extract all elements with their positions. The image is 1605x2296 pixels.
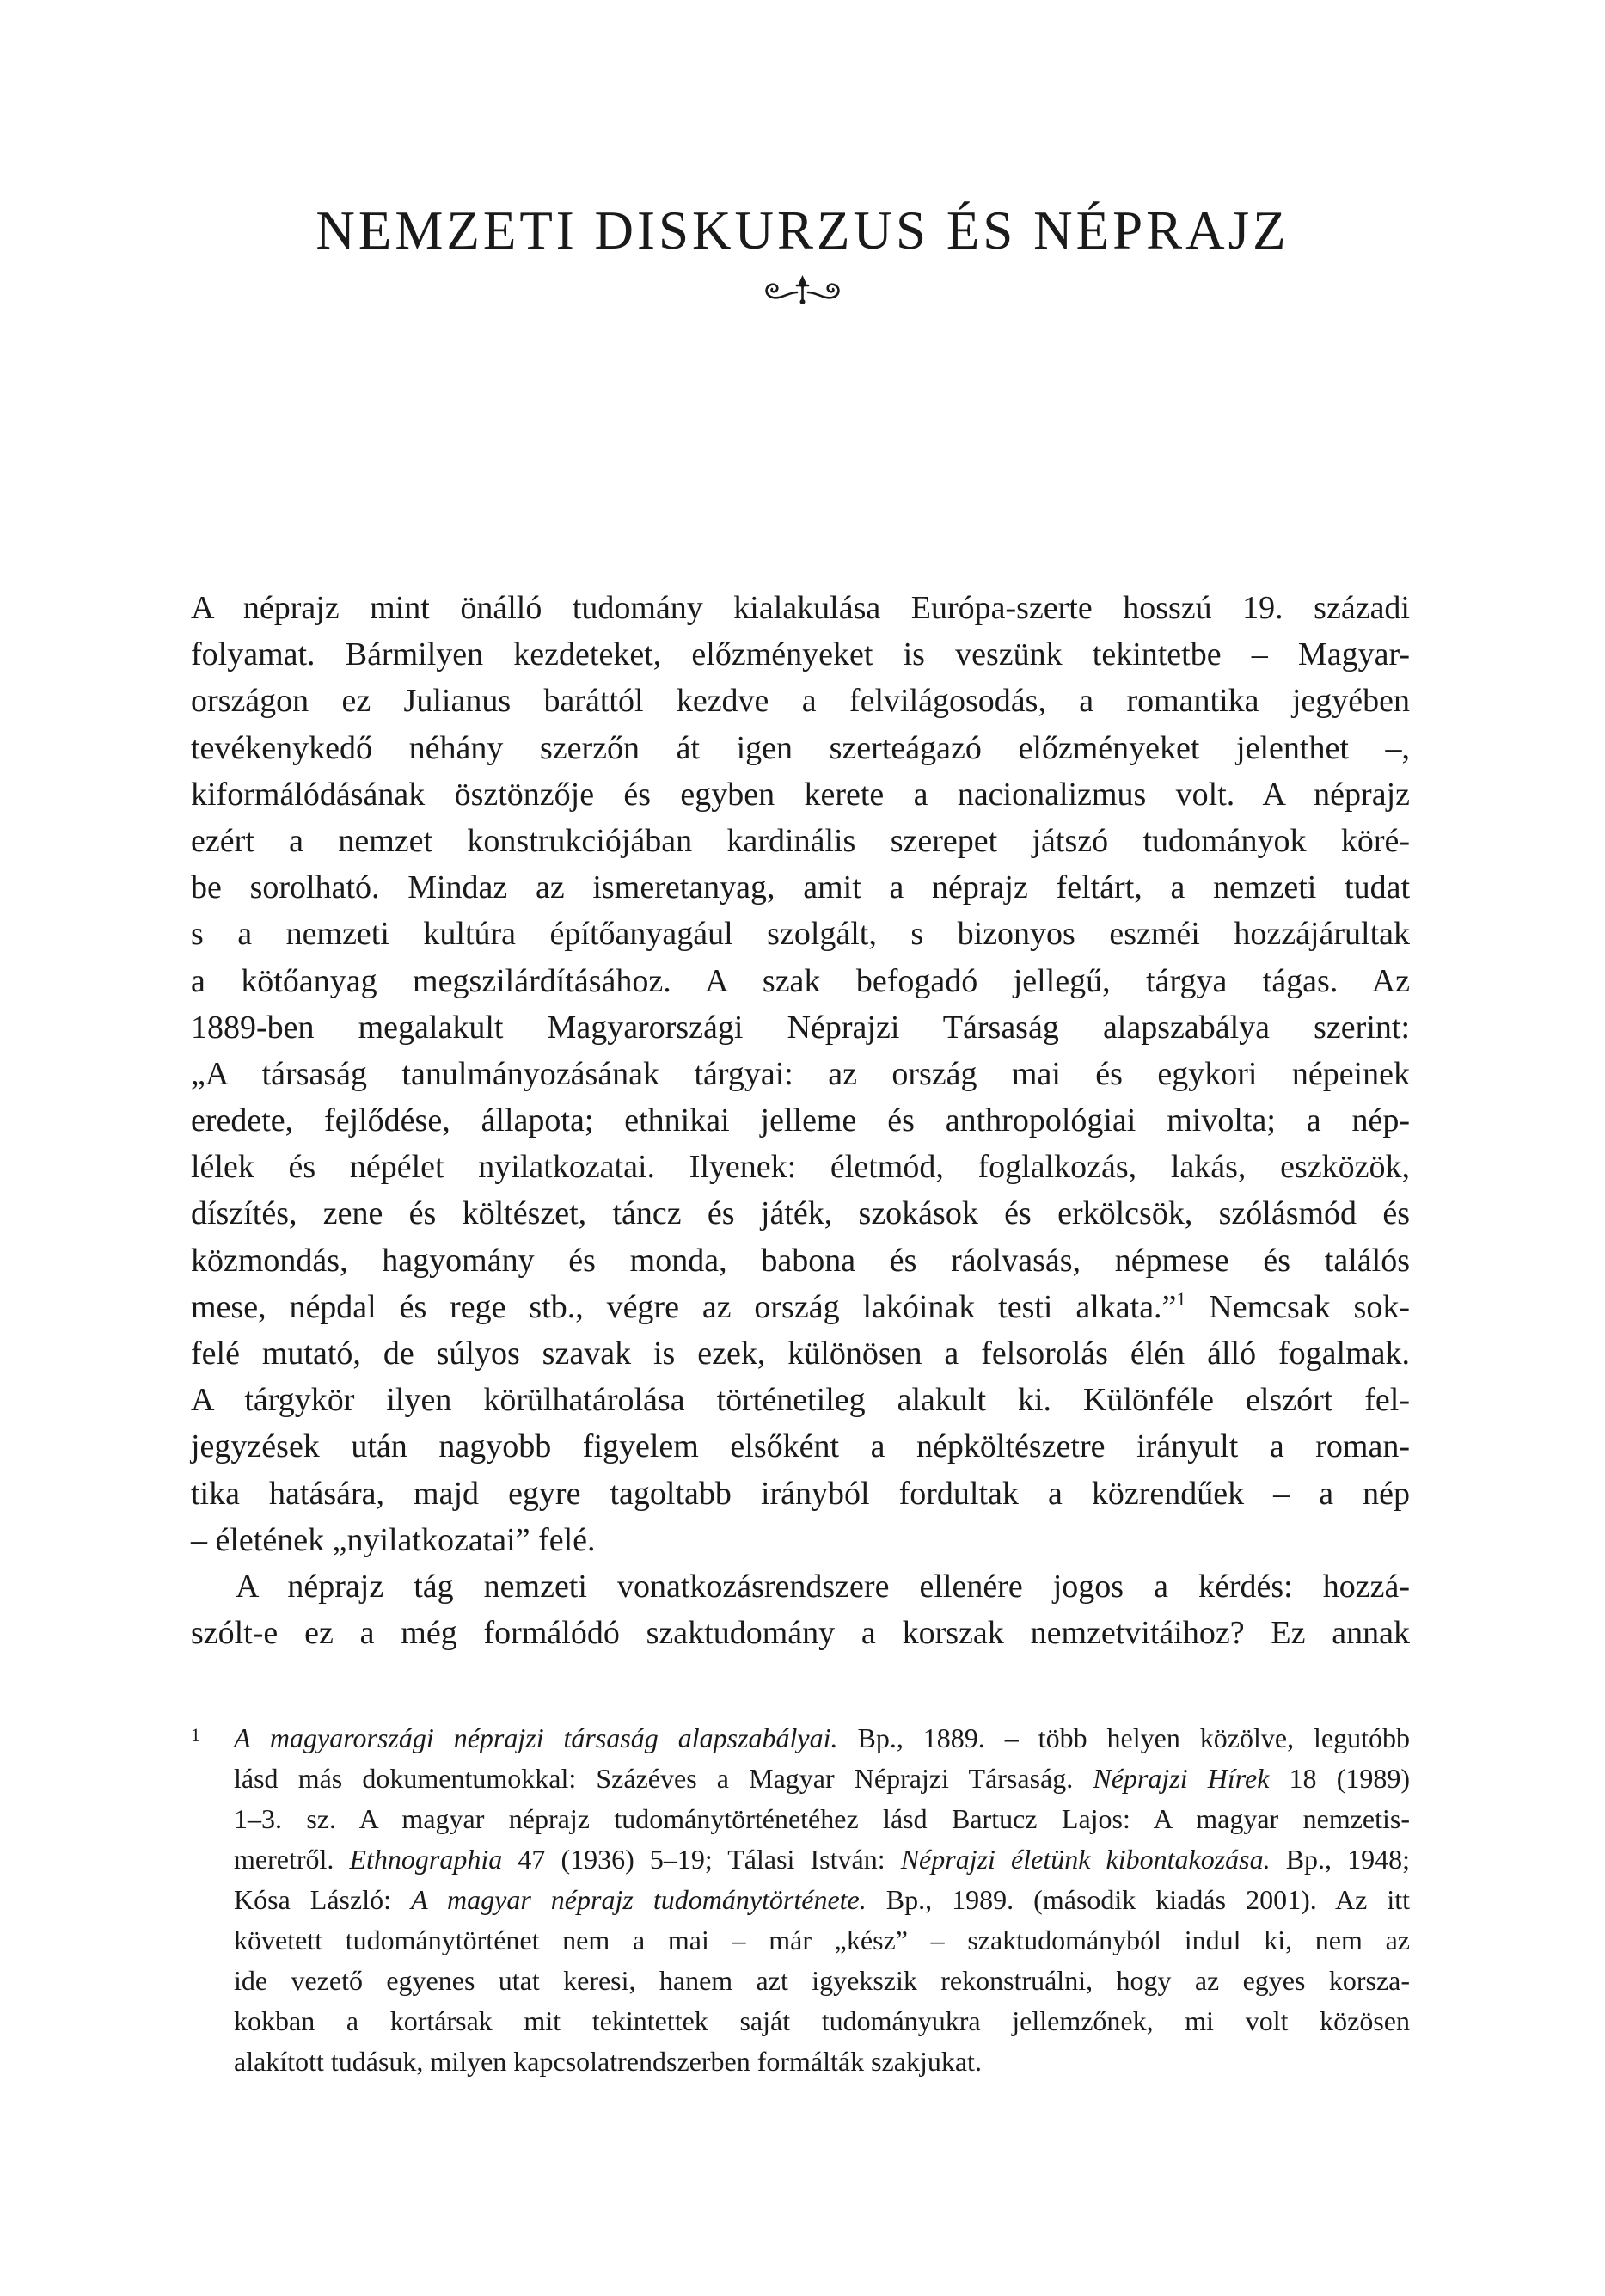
text-line: folyamat. Bármilyen kezdeteket, előzményeket is veszünk tekintetbe – Magyar- [191,636,1410,673]
text-line: szólt-e ez a még formálódó szaktudomány a korszak nemzetvitáihoz? Ez annak [191,1615,1410,1652]
text-segment: mese, népdal és rege stb., végre az ország lakóinak testi alkata.” [191,1288,1177,1325]
text-line: A tárgykör ilyen körülhatárolása történetileg alakult ki. Különféle elszórt fel- [191,1382,1410,1419]
text-line: tevékenykedő néhány szerzőn át igen szerteágazó előzményeket jelenthet –, [191,729,1410,766]
book-title: A magyar néprajz tudománytörténete. [411,1884,867,1915]
chapter-title: NEMZETI DISKURZUS ÉS NÉPRAJZ [315,200,1290,261]
text-line: kiformálódásának ösztönzője és egyben kerete a nacionalizmus volt. A néprajz [191,776,1410,813]
footnote-line [234,1759,1410,1799]
journal-title: Néprajzi Hírek [1093,1763,1270,1794]
footnote-line: ide vezető egyenes utat keresi, hanem azt igyekszik rekonstruálni, hogy az egyes korsza- [234,1965,1410,1996]
text-line: – életének „nyilatkozatai” felé. [191,1521,596,1558]
footnote-line: alakított tudásuk, milyen kapcsolatrendszerben formálták szakjukat. [234,2046,982,2077]
text-line: tika hatására, majd egyre tagoltabb irányból fordultak a közrendűek – a nép [191,1475,1410,1512]
text-line: s a nemzeti kultúra építőanyagául szolgált, s bizonyos eszméi hozzájárultak [191,916,1410,953]
footnote-1 [191,1718,1410,2082]
book-title: Néprajzi életünk kibontakozása. [900,1844,1271,1875]
footnote-line [234,1839,1410,1880]
text-segment: Bp., 1989. (második kiadás 2001). Az itt [866,1884,1411,1915]
footnote-text [234,1718,1410,2082]
text-segment: lásd más dokumentumokkal: Százéves a Magyar Néprajzi Társaság. [234,1763,1093,1794]
text-line: lélek és népélet nyilatkozatai. Ilyenek: életmód, foglalkozás, lakás, eszközök, [191,1149,1410,1186]
text-line: közmondás, hagyomány és monda, babona és ráolvasás, népmese és találós [191,1242,1410,1279]
text-segment: Kósa László: [234,1884,412,1915]
footnote-reference[interactable]: 1 [1176,1287,1186,1310]
footnote-line [234,1880,1410,1920]
text-line: jegyzések után nagyobb figyelem elsőként a népköltészetre irányult a roman- [191,1428,1410,1465]
text-line: díszítés, zene és költészet, táncz és játék, szokások és erkölcsök, szólásmód és [191,1195,1410,1232]
text-line: be sorolható. Mindaz az ismeretanyag, amit a néprajz feltárt, a nemzeti tudat [191,869,1410,906]
text-line: a kötőanyag megszilárdításához. A szak befogadó jellegű, tárgya tágas. Az [191,962,1410,999]
footnote-line: 1–3. sz. A magyar néprajz tudománytörténetéhez lásd Bartucz Lajos: A magyar nemzetis- [234,1803,1410,1834]
text-line: „A társaság tanulmányozásának tárgyai: az ország mai és egykori népeinek [191,1055,1410,1092]
footnote-number: 1 [191,1724,200,1746]
body-text [191,585,1410,1656]
footnote-line [234,1718,1410,1759]
text-line: felé mutató, de súlyos szavak is ezek, különösen a felsorolás élén álló fogalmak. [191,1335,1410,1372]
fleuron-ornament-icon [759,273,846,306]
text-line: országon ez Julianus baráttól kezdve a felvilágosodás, a romantika jegyében [191,683,1410,720]
text-line: A néprajz tág nemzeti vonatkozásrendszere ellenére jogos a kérdés: hozzá- [236,1568,1410,1605]
text-line: ezért a nemzet konstrukciójában kardinális szerepet játszó tudományok köré- [191,822,1410,859]
text-line: A néprajz mint önálló tudomány kialakulása Európa-szerte hosszú 19. századi [191,590,1410,626]
paragraph-1 [191,585,1410,1563]
text-line: eredete, fejlődése, állapota; ethnikai jelleme és anthropológiai mivolta; a nép- [191,1102,1410,1139]
journal-title: Ethnographia [349,1844,503,1875]
text-segment: meretről. [234,1844,350,1875]
book-title: A magyarországi néprajzi társaság alapszabályai. [234,1722,838,1753]
text-segment: Bp., 1889. – több helyen közölve, legutóbb [837,1722,1411,1753]
text-segment: 18 (1989) [1269,1763,1410,1794]
footnote-line: kokban a kortársak mit tekintettek saját tudományukra jellemzőnek, mi volt közösen [234,2005,1410,2036]
paragraph-2 [191,1563,1410,1656]
text-segment: Nemcsak sok- [1185,1288,1410,1325]
text-line: 1889-ben megalakult Magyarországi Néprajzi Társaság alapszabálya szerint: [191,1009,1410,1046]
text-line-with-footnote-ref [191,1284,1410,1330]
footnote-line: követett tudománytörténet nem a mai – már „kész” – szaktudományból indul ki, nem az [234,1925,1410,1955]
text-segment: Bp., 1948; [1270,1844,1411,1875]
text-segment: 47 (1936) 5–19; Tálasi István: [502,1844,901,1875]
